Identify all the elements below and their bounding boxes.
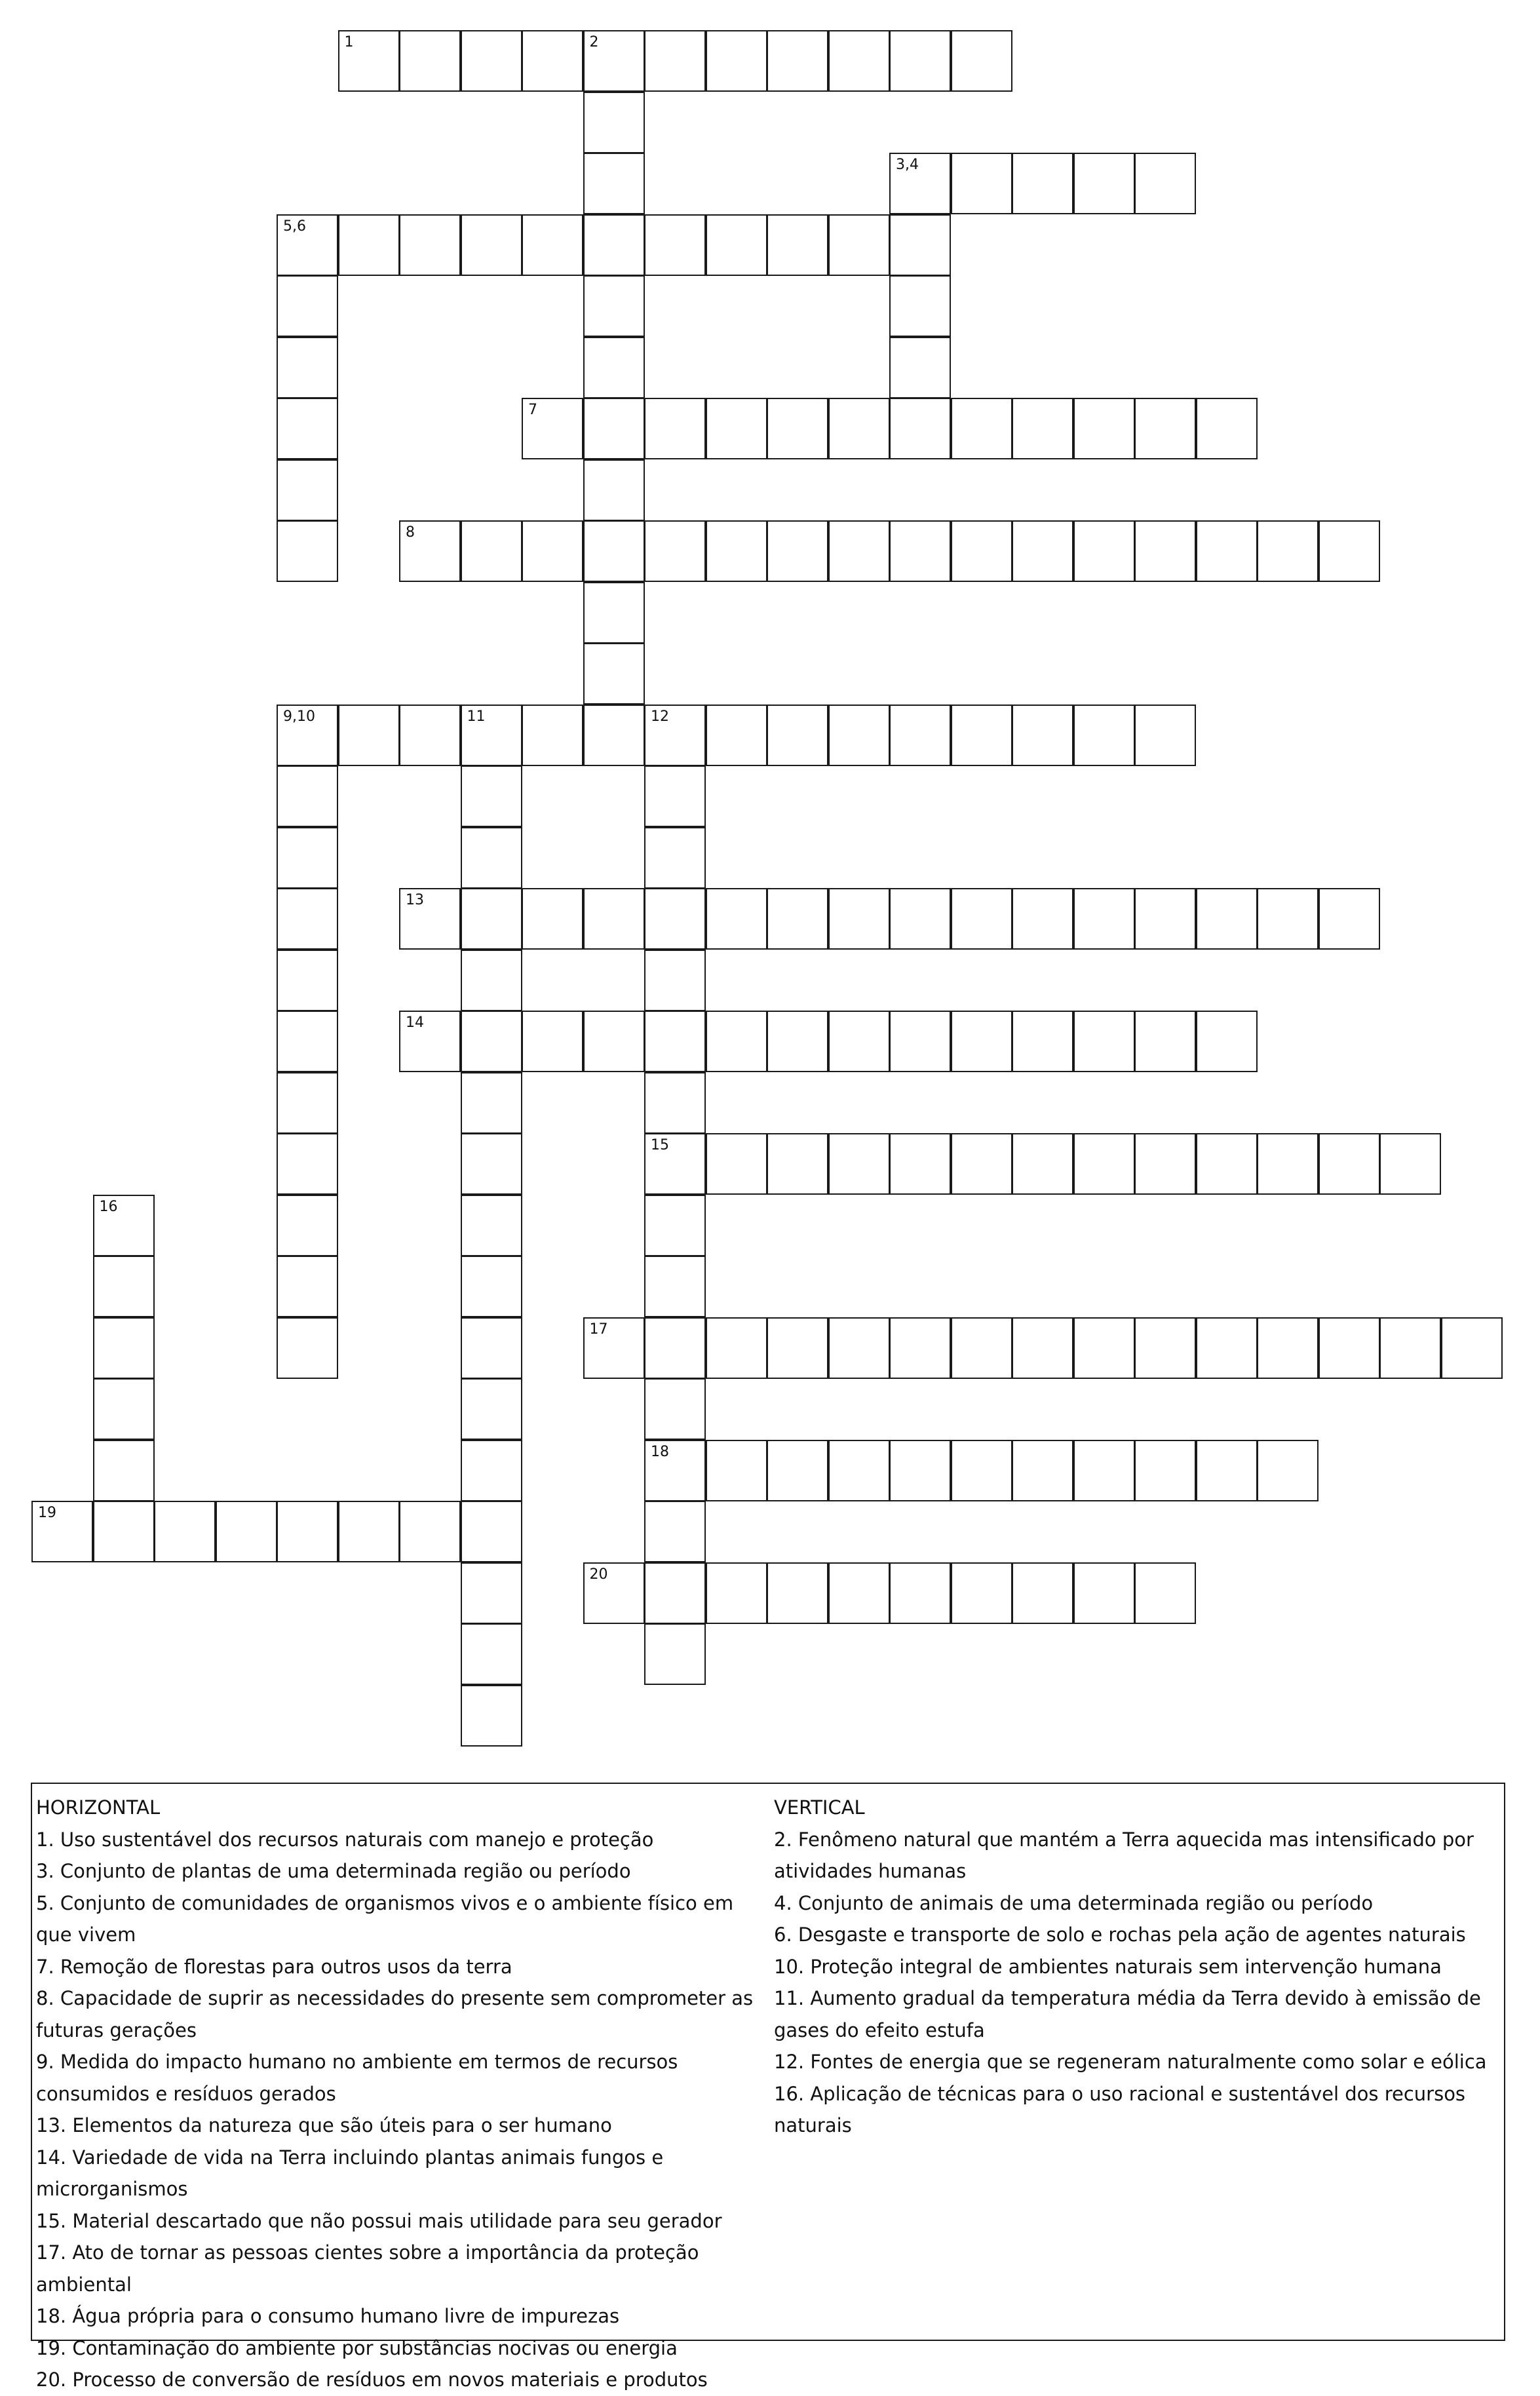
clue-7-horizontal: 7. Remoção de florestas para outros usos da terra <box>36 1955 512 1978</box>
grid-cell[interactable] <box>951 1133 1012 1195</box>
grid-cell[interactable] <box>522 398 583 459</box>
grid-cell[interactable] <box>461 520 522 582</box>
grid-cell[interactable] <box>889 214 951 276</box>
grid-cell[interactable] <box>338 30 400 92</box>
grid-cell[interactable] <box>93 1317 155 1379</box>
grid-cell[interactable] <box>828 1133 890 1195</box>
grid-cell[interactable] <box>583 520 645 582</box>
grid-cell[interactable] <box>461 30 522 92</box>
grid-cell[interactable] <box>1012 1133 1073 1195</box>
grid-cell[interactable] <box>399 214 461 276</box>
grid-cell[interactable] <box>644 1440 706 1501</box>
grid-cell[interactable] <box>706 520 767 582</box>
clue-6-vertical: 6. Desgaste e transporte de solo e rochas pela ação de agentes naturais <box>774 1923 1466 1946</box>
clue-8-horizontal: 8. Capacidade de suprir as necessidades do presente sem comprometer as futuras gerações <box>36 1987 754 2041</box>
grid-cell[interactable] <box>644 1072 706 1134</box>
clue-13-horizontal: 13. Elementos da natureza que são úteis para o ser humano <box>36 2114 612 2136</box>
grid-cell[interactable] <box>583 214 645 276</box>
grid-cell[interactable] <box>767 398 828 459</box>
grid-cell[interactable] <box>1073 1317 1135 1379</box>
grid-cell[interactable] <box>1073 888 1135 950</box>
grid-cell[interactable] <box>889 153 951 214</box>
grid-cell[interactable] <box>338 1501 400 1562</box>
grid-cell[interactable] <box>767 1011 828 1072</box>
grid-cell[interactable] <box>277 950 338 1011</box>
clue-number: 3,4 <box>896 157 919 173</box>
grid-cell[interactable] <box>93 1195 155 1256</box>
grid-cell[interactable] <box>706 1562 767 1624</box>
grid-cell[interactable] <box>951 1562 1012 1624</box>
grid-cell[interactable] <box>889 520 951 582</box>
grid-cell[interactable] <box>828 705 890 766</box>
grid-cell[interactable] <box>277 1011 338 1072</box>
grid-cell[interactable] <box>706 398 767 459</box>
grid-cell[interactable] <box>461 1133 522 1195</box>
grid-cell[interactable] <box>889 1562 951 1624</box>
clue-1-horizontal: 1. Uso sustentável dos recursos naturais com manejo e proteção <box>36 1828 654 1851</box>
grid-cell[interactable] <box>522 888 583 950</box>
grid-cell[interactable] <box>1319 1317 1380 1379</box>
clue-15-horizontal: 15. Material descartado que não possui mais utilidade para seu gerador <box>36 2209 722 2232</box>
grid-cell[interactable] <box>461 1256 522 1317</box>
grid-cell[interactable] <box>889 398 951 459</box>
clue-number: 5,6 <box>283 218 306 235</box>
grid-cell[interactable] <box>461 1623 522 1685</box>
clue-number: 12 <box>651 708 669 725</box>
grid-cell[interactable] <box>1196 1440 1258 1501</box>
grid-cell[interactable] <box>277 705 338 766</box>
grid-cell[interactable] <box>951 1011 1012 1072</box>
grid-cell[interactable] <box>767 1562 828 1624</box>
grid-cell[interactable] <box>461 950 522 1011</box>
grid-cell[interactable] <box>1196 398 1258 459</box>
grid-cell[interactable] <box>828 1317 890 1379</box>
clue-16-vertical: 16. Aplicação de técnicas para o uso racional e sustentável dos recursos naturais <box>774 2082 1466 2136</box>
grid-cell[interactable] <box>583 1562 645 1624</box>
grid-cell[interactable] <box>583 705 645 766</box>
grid-cell[interactable] <box>1319 520 1380 582</box>
grid-cell[interactable] <box>1012 1317 1073 1379</box>
grid-cell[interactable] <box>277 1195 338 1256</box>
horizontal-heading: HORIZONTAL <box>36 1796 161 1819</box>
grid-cell[interactable] <box>1257 1317 1319 1379</box>
grid-cell[interactable] <box>1257 888 1319 950</box>
grid-cell[interactable] <box>522 705 583 766</box>
grid-cell[interactable] <box>706 1011 767 1072</box>
grid-cell[interactable] <box>644 765 706 827</box>
grid-cell[interactable] <box>277 765 338 827</box>
grid-cell[interactable] <box>461 1562 522 1624</box>
grid-cell[interactable] <box>1012 1440 1073 1501</box>
grid-cell[interactable] <box>31 1501 93 1562</box>
grid-cell[interactable] <box>93 1501 155 1562</box>
grid-cell[interactable] <box>644 30 706 92</box>
grid-cell[interactable] <box>1012 398 1073 459</box>
grid-cell[interactable] <box>277 459 338 521</box>
grid-cell[interactable] <box>1073 705 1135 766</box>
grid-cell[interactable] <box>216 1501 277 1562</box>
grid-cell[interactable] <box>277 214 338 276</box>
grid-cell[interactable] <box>1196 1011 1258 1072</box>
grid-cell[interactable] <box>277 1133 338 1195</box>
grid-cell[interactable] <box>583 153 645 214</box>
grid-cell[interactable] <box>461 1685 522 1747</box>
grid-cell[interactable] <box>461 1317 522 1379</box>
grid-cell[interactable] <box>828 1440 890 1501</box>
grid-cell[interactable] <box>644 520 706 582</box>
horizontal-clues-column <box>36 1792 770 2396</box>
clue-number: 7 <box>528 402 537 418</box>
clue-18-horizontal: 18. Água própria para o consumo humano livre de impurezas <box>36 2305 620 2327</box>
clue-number: 14 <box>406 1014 424 1031</box>
clue-number: 13 <box>406 892 424 908</box>
grid-cell[interactable] <box>889 1440 951 1501</box>
grid-cell[interactable] <box>1073 1133 1135 1195</box>
clue-12-vertical: 12. Fontes de energia que se regeneram naturalmente como solar e eólica <box>774 2051 1487 2073</box>
grid-cell[interactable] <box>1134 1317 1196 1379</box>
grid-cell[interactable] <box>1134 1011 1196 1072</box>
grid-cell[interactable] <box>461 1195 522 1256</box>
grid-cell[interactable] <box>583 30 645 92</box>
grid-cell[interactable] <box>1134 398 1196 459</box>
grid-cell[interactable] <box>951 153 1012 214</box>
clue-20-horizontal: 20. Processo de conversão de resíduos em novos materiais e produtos <box>36 2368 708 2391</box>
clue-number: 9,10 <box>283 708 315 725</box>
grid-cell[interactable] <box>1012 1562 1073 1624</box>
grid-cell[interactable] <box>522 214 583 276</box>
clue-2-vertical: 2. Fenômeno natural que mantém a Terra aquecida mas intensificado por atividades humanas <box>774 1828 1474 1882</box>
grid-cell[interactable] <box>277 1501 338 1562</box>
clue-number: 8 <box>406 524 415 541</box>
grid-cell[interactable] <box>644 1317 706 1379</box>
clue-number: 20 <box>589 1566 608 1583</box>
grid-cell[interactable] <box>583 398 645 459</box>
grid-cell[interactable] <box>461 1440 522 1501</box>
grid-cell[interactable] <box>583 582 645 644</box>
grid-cell[interactable] <box>583 275 645 337</box>
grid-cell[interactable] <box>1134 1133 1196 1195</box>
grid-cell[interactable] <box>277 888 338 950</box>
grid-cell[interactable] <box>1441 1317 1503 1379</box>
grid-cell[interactable] <box>1012 705 1073 766</box>
clue-10-vertical: 10. Proteção integral de ambientes naturais sem intervenção humana <box>774 1955 1442 1978</box>
grid-cell[interactable] <box>828 520 890 582</box>
grid-cell[interactable] <box>277 1072 338 1134</box>
grid-cell[interactable] <box>399 1501 461 1562</box>
grid-cell[interactable] <box>951 888 1012 950</box>
clue-4-vertical: 4. Conjunto de animais de uma determinada região ou período <box>774 1891 1374 1914</box>
grid-cell[interactable] <box>889 30 951 92</box>
grid-cell[interactable] <box>1073 1562 1135 1624</box>
grid-cell[interactable] <box>522 1011 583 1072</box>
grid-cell[interactable] <box>644 950 706 1011</box>
vertical-heading: VERTICAL <box>774 1796 865 1819</box>
grid-cell[interactable] <box>399 888 461 950</box>
clue-3-horizontal: 3. Conjunto de plantas de uma determinada região ou período <box>36 1860 631 1882</box>
grid-cell[interactable] <box>1073 1440 1135 1501</box>
grid-cell[interactable] <box>951 398 1012 459</box>
grid-cell[interactable] <box>706 30 767 92</box>
grid-cell[interactable] <box>93 1378 155 1440</box>
clue-number: 15 <box>651 1137 669 1153</box>
grid-cell[interactable] <box>1073 520 1135 582</box>
clue-number: 2 <box>589 34 599 50</box>
grid-cell[interactable] <box>828 30 890 92</box>
grid-cell[interactable] <box>1012 153 1073 214</box>
grid-cell[interactable] <box>951 520 1012 582</box>
grid-cell[interactable] <box>644 1378 706 1440</box>
grid-cell[interactable] <box>461 1501 522 1562</box>
grid-cell[interactable] <box>951 1317 1012 1379</box>
grid-cell[interactable] <box>1134 153 1196 214</box>
grid-cell[interactable] <box>277 520 338 582</box>
grid-cell[interactable] <box>706 1440 767 1501</box>
clue-11-vertical: 11. Aumento gradual da temperatura média da Terra devido à emissão de gases do efeito estufa <box>774 1987 1481 2041</box>
grid-cell[interactable] <box>583 1317 645 1379</box>
grid-cell[interactable] <box>461 888 522 950</box>
grid-cell[interactable] <box>1319 1133 1380 1195</box>
clue-number: 17 <box>589 1321 608 1338</box>
grid-cell[interactable] <box>1257 1440 1319 1501</box>
clue-number: 11 <box>467 708 486 725</box>
clue-19-horizontal: 19. Contaminação do ambiente por substâncias nocivas ou energia <box>36 2336 678 2359</box>
grid-cell[interactable] <box>461 765 522 827</box>
grid-cell[interactable] <box>644 1562 706 1624</box>
grid-cell[interactable] <box>1012 520 1073 582</box>
grid-cell[interactable] <box>951 705 1012 766</box>
grid-cell[interactable] <box>1134 888 1196 950</box>
grid-cell[interactable] <box>1196 520 1258 582</box>
grid-cell[interactable] <box>767 705 828 766</box>
clue-9-horizontal: 9. Medida do impacto humano no ambiente em termos de recursos consumidos e resíduos gerados <box>36 2051 678 2105</box>
grid-cell[interactable] <box>951 1440 1012 1501</box>
grid-cell[interactable] <box>706 1133 767 1195</box>
grid-cell[interactable] <box>706 214 767 276</box>
grid-cell[interactable] <box>338 705 400 766</box>
clue-number: 16 <box>99 1198 118 1215</box>
grid-cell[interactable] <box>767 1440 828 1501</box>
grid-cell[interactable] <box>889 275 951 337</box>
grid-cell[interactable] <box>644 214 706 276</box>
grid-cell[interactable] <box>889 705 951 766</box>
grid-cell[interactable] <box>644 1195 706 1256</box>
grid-cell[interactable] <box>767 214 828 276</box>
grid-cell[interactable] <box>338 214 400 276</box>
grid-cell[interactable] <box>644 1011 706 1072</box>
grid-cell[interactable] <box>706 1317 767 1379</box>
grid-cell[interactable] <box>399 1011 461 1072</box>
grid-cell[interactable] <box>1012 1011 1073 1072</box>
grid-cell[interactable] <box>1073 153 1135 214</box>
grid-cell[interactable] <box>1134 705 1196 766</box>
grid-cell[interactable] <box>644 1501 706 1562</box>
grid-cell[interactable] <box>461 1011 522 1072</box>
grid-cell[interactable] <box>1134 1562 1196 1624</box>
grid-cell[interactable] <box>1257 520 1319 582</box>
grid-cell[interactable] <box>1379 1133 1441 1195</box>
grid-cell[interactable] <box>93 1256 155 1317</box>
grid-cell[interactable] <box>461 1072 522 1134</box>
grid-cell[interactable] <box>583 888 645 950</box>
vertical-clues-column <box>774 1792 1501 2142</box>
grid-cell[interactable] <box>889 1011 951 1072</box>
grid-cell[interactable] <box>828 1562 890 1624</box>
grid-cell[interactable] <box>1134 1440 1196 1501</box>
grid-cell[interactable] <box>828 1011 890 1072</box>
grid-cell[interactable] <box>828 398 890 459</box>
grid-cell[interactable] <box>828 214 890 276</box>
clue-number: 19 <box>38 1505 56 1521</box>
grid-cell[interactable] <box>277 398 338 459</box>
grid-cell[interactable] <box>767 30 828 92</box>
grid-cell[interactable] <box>644 1133 706 1195</box>
grid-cell[interactable] <box>399 705 461 766</box>
grid-cell[interactable] <box>644 705 706 766</box>
grid-cell[interactable] <box>583 643 645 705</box>
grid-cell[interactable] <box>277 1317 338 1379</box>
clue-number: 18 <box>651 1443 669 1460</box>
grid-cell[interactable] <box>1196 1317 1258 1379</box>
grid-cell[interactable] <box>461 827 522 889</box>
grid-cell[interactable] <box>951 30 1012 92</box>
grid-cell[interactable] <box>1012 888 1073 950</box>
grid-cell[interactable] <box>767 520 828 582</box>
grid-cell[interactable] <box>706 705 767 766</box>
grid-cell[interactable] <box>1319 888 1380 950</box>
grid-cell[interactable] <box>461 214 522 276</box>
grid-cell[interactable] <box>154 1501 216 1562</box>
grid-cell[interactable] <box>277 337 338 398</box>
grid-cell[interactable] <box>1196 1133 1258 1195</box>
clues-box <box>31 1783 1505 2391</box>
grid-cell[interactable] <box>767 1133 828 1195</box>
grid-cell[interactable] <box>583 337 645 398</box>
grid-cell[interactable] <box>277 827 338 889</box>
grid-cell[interactable] <box>93 1440 155 1501</box>
grid-cell[interactable] <box>644 1256 706 1317</box>
grid-cell[interactable] <box>1257 1133 1319 1195</box>
grid-cell[interactable] <box>583 1011 645 1072</box>
grid-cell[interactable] <box>1196 888 1258 950</box>
grid-cell[interactable] <box>828 888 890 950</box>
grid-cell[interactable] <box>583 92 645 153</box>
grid-cell[interactable] <box>399 30 461 92</box>
grid-cell[interactable] <box>522 30 583 92</box>
clue-number: 1 <box>344 34 354 50</box>
grid-cell[interactable] <box>644 1623 706 1685</box>
grid-cell[interactable] <box>461 1378 522 1440</box>
grid-cell[interactable] <box>1379 1317 1441 1379</box>
grid-cell[interactable] <box>889 1317 951 1379</box>
grid-cell[interactable] <box>644 398 706 459</box>
grid-cell[interactable] <box>889 337 951 398</box>
grid-cell[interactable] <box>767 1317 828 1379</box>
grid-cell[interactable] <box>399 520 461 582</box>
grid-cell[interactable] <box>522 520 583 582</box>
grid-cell[interactable] <box>706 888 767 950</box>
grid-cell[interactable] <box>1073 1011 1135 1072</box>
grid-cell[interactable] <box>767 888 828 950</box>
grid-cell[interactable] <box>1073 398 1135 459</box>
grid-cell[interactable] <box>461 705 522 766</box>
grid-cell[interactable] <box>583 459 645 521</box>
clue-14-horizontal: 14. Variedade de vida na Terra incluindo plantas animais fungos e microrganismos <box>36 2146 664 2200</box>
grid-cell[interactable] <box>644 827 706 889</box>
grid-cell[interactable] <box>277 275 338 337</box>
grid-cell[interactable] <box>889 888 951 950</box>
grid-cell[interactable] <box>889 1133 951 1195</box>
grid-cell[interactable] <box>644 888 706 950</box>
grid-cell[interactable] <box>277 1256 338 1317</box>
clue-17-horizontal: 17. Ato de tornar as pessoas cientes sobre a importância da proteção ambiental <box>36 2241 699 2296</box>
clue-5-horizontal: 5. Conjunto de comunidades de organismos vivos e o ambiente físico em que vivem <box>36 1891 734 1946</box>
grid-cell[interactable] <box>1134 520 1196 582</box>
